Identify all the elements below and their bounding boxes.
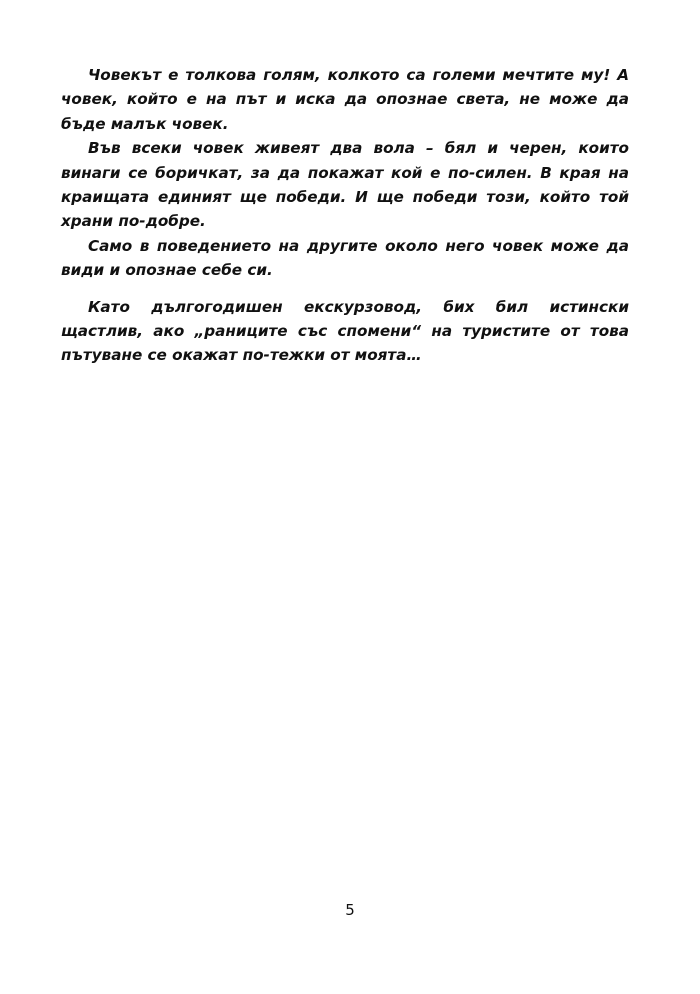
body-text [61,63,629,368]
paragraph-tour-guide: Като дългогодишен екскурзовод, бих бил истински щастлив, ако „раниците със спомени“ на туристите от това пътуване се окажат по-тежки от моята… [61,297,629,365]
paragraph-behavior: Само в поведението на другите около него човек може да види и опознае себе си. [61,236,629,280]
paragraph-two-oxen: Във всеки човек живеят два вола – бял и черен, които винаги се боричкат, за да покажат кой е по-силен. В края на краищата единият ще победи. И ще победи този, който той храни по-добре. [61,139,629,231]
page-number: 5 [345,901,355,919]
paragraph-dreams: Човекът е толкова голям, колкото са големи мечтите му! А човек, който е на път и иска да опознае света, не може да бъде малък човек. [61,66,629,133]
